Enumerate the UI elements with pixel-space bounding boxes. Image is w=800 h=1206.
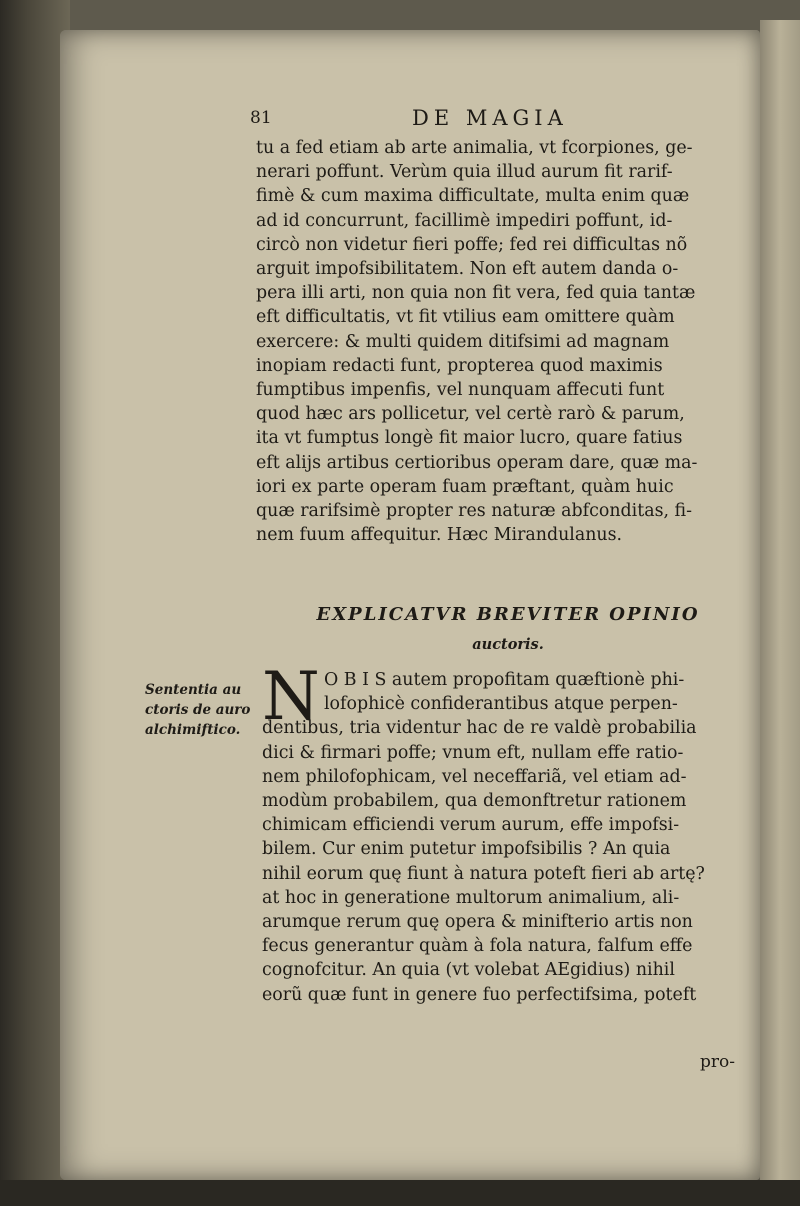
text-line: chimicam efficiendi verum aurum, effe impofsi- (262, 815, 680, 836)
text-line: bilem. Cur enim putetur impofsibilis ? An quia (262, 839, 671, 860)
marginal-note-line: Sententia au (145, 682, 242, 698)
section-heading: EXPLICATVR BREVITER OPINIO (316, 604, 700, 625)
text-line: eft difficultatis, vt fit vtilius eam omittere quàm (256, 307, 675, 328)
text-line: iori ex parte operam fuam præftant, quàm huic (256, 476, 674, 497)
text-line: dici & firmari poffe; vnum eft, nullam effe ratio- (262, 742, 684, 763)
catchword: pro- (700, 1052, 735, 1072)
text-line: fecus generantur quàm à fola natura, falfum effe (262, 936, 693, 957)
marginal-note (145, 680, 265, 740)
running-head (250, 108, 770, 136)
text-line: pera illi arti, non quia non fit vera, fed quia tantæ (256, 283, 696, 304)
text-line: lofophicè confiderantibus atque perpen- (324, 694, 678, 715)
text-line: quod hæc ars pollicetur, vel certè rarò & parum, (256, 404, 685, 425)
text-line: inopiam redacti funt, propterea quod maximis (256, 355, 663, 376)
text-line: O B I S autem propofitam quæftionè phi- (324, 670, 685, 690)
text-line: nihil eorum quę fiunt à natura poteft fieri ab artę? (262, 863, 705, 884)
text-line: at hoc in generatione multorum animalium, ali- (262, 887, 680, 908)
text-line: eorũ quæ funt in genere fuo perfectifsima, poteft (262, 984, 697, 1005)
text-line: eft alijs artibus certioribus operam dare, quæ ma- (256, 452, 698, 473)
page-number: 81 (250, 108, 272, 128)
text-line: arguit impofsibilitatem. Non eft autem danda o- (256, 259, 679, 280)
text-line: fumptibus impenfis, vel nunquam affecuti funt (256, 380, 665, 401)
text-line: tu a fed etiam ab arte animalia, vt fcorpiones, ge- (256, 138, 693, 158)
text-line: nem fuum affequitur. Hæc Mirandulanus. (256, 525, 623, 546)
section-subheading: auctoris. (472, 636, 544, 653)
running-title: DE MAGIA (412, 106, 568, 130)
page-bottom-edge (0, 1180, 800, 1206)
text-line: cognofcitur. An quia (vt volebat AEgidius) nihil (262, 960, 675, 981)
text-line: nem philofophicam, vel neceffariã, vel etiam ad- (262, 766, 687, 787)
text-line: exercere: & multi quidem ditifsimi ad magnam (256, 331, 670, 352)
paragraph-1 (256, 136, 756, 547)
text-line: nerari poffunt. Verùm quia illud aurum fit rarif- (256, 162, 673, 183)
marginal-note-line: alchimiftico. (145, 722, 241, 738)
facing-page-edge (760, 20, 800, 1190)
text-line: circò non videtur fieri poffe; fed rei difficultas nõ (256, 234, 688, 255)
text-line: quæ rarifsimè propter res naturæ abfconditas, fi- (256, 501, 693, 522)
text-line: ita vt fumptus longè fit maior lucro, quare fatius (256, 428, 683, 449)
drop-capital: N (262, 658, 320, 735)
text-line: dentibus, tria videntur hac de re valdè probabilia (262, 718, 697, 739)
paragraph-2 (262, 658, 762, 1007)
text-line: arumque rerum quę opera & minifterio artis non (262, 912, 693, 933)
text-line: modùm probabilem, qua demonftretur rationem (262, 791, 687, 812)
text-line: fimè & cum maxima difficultate, multa enim quæ (256, 186, 690, 207)
marginal-note-line: ctoris de auro (145, 702, 251, 718)
text-line: ad id concurrunt, facillimè impediri poffunt, id- (256, 210, 673, 231)
